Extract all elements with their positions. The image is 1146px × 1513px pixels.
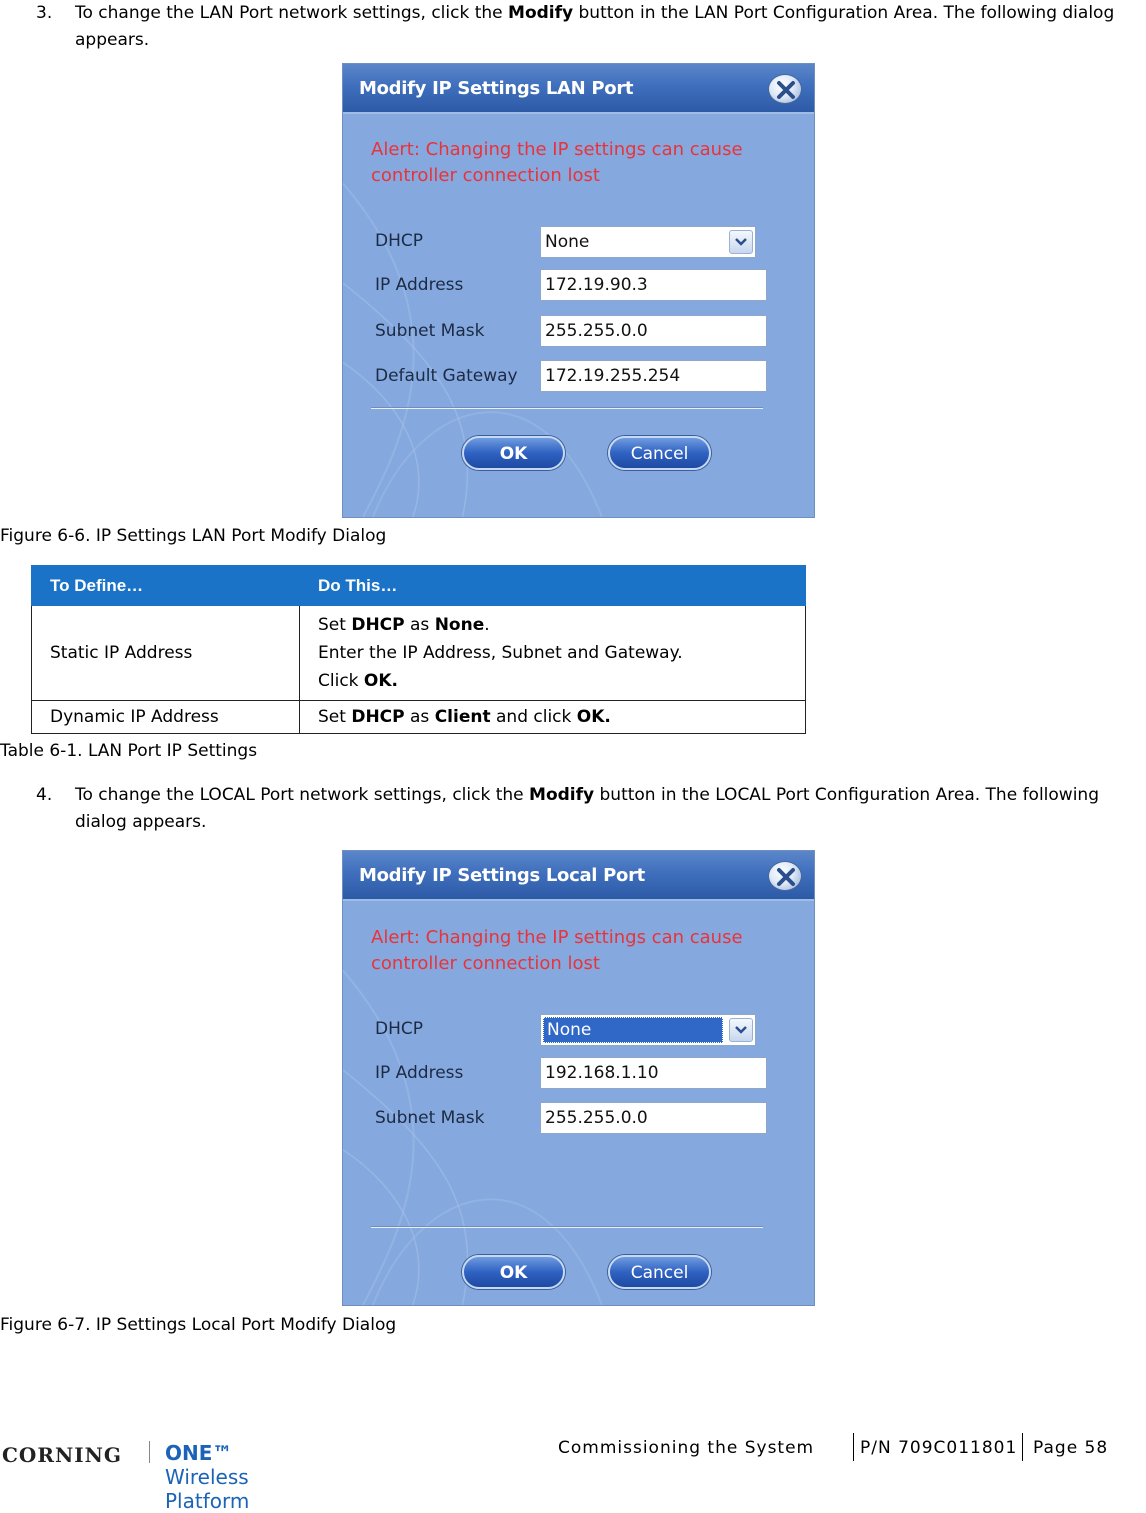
step-text: To change the LOCAL Port network settings, click the Modify button in the LOCAL Port Configuration Area. The following dialog appears.: [75, 785, 1099, 832]
table-caption: Table 6-1. LAN Port IP Settings: [0, 741, 258, 761]
divider: [371, 407, 763, 409]
dialog-title: Modify IP Settings LAN Port: [359, 78, 634, 99]
footer-divider: [853, 1433, 854, 1461]
table-header: Do This…: [300, 566, 806, 606]
footer-section: Commissioning the System: [558, 1438, 815, 1458]
figure-caption: Figure 6-7. IP Settings Local Port Modify Dialog: [0, 1315, 397, 1335]
cancel-button[interactable]: Cancel: [608, 436, 711, 470]
footer-part-number: P/N 709C011801: [860, 1438, 1018, 1458]
subnet-mask-field[interactable]: 255.255.0.0: [540, 315, 767, 347]
close-icon: [776, 867, 796, 887]
step-text: To change the LAN Port network settings, click the Modify button in the LAN Port Configuration Area. The following dialog appears.: [75, 3, 1115, 50]
default-gateway-label: Default Gateway: [375, 366, 518, 386]
alert-message: Alert: Changing the IP settings can cause controller connection lost: [371, 927, 743, 974]
dhcp-value: None: [543, 1017, 723, 1043]
table-cell: Set DHCP as None. Enter the IP Address, Subnet and Gateway. Click OK.: [300, 606, 806, 701]
table-cell: Dynamic IP Address: [32, 701, 300, 734]
figure-caption: Figure 6-6. IP Settings LAN Port Modify Dialog: [0, 526, 387, 546]
ip-address-label: IP Address: [375, 1063, 464, 1083]
table-header-row: [32, 566, 806, 606]
divider: [371, 1226, 763, 1228]
dialog-title-bar: [343, 851, 814, 901]
subnet-mask-field[interactable]: 255.255.0.0: [540, 1102, 767, 1134]
close-button[interactable]: [768, 861, 802, 891]
alert-message: Alert: Changing the IP settings can cause controller connection lost: [371, 139, 743, 186]
ok-button[interactable]: OK: [462, 1255, 565, 1289]
ip-address-field[interactable]: 192.168.1.10: [540, 1057, 767, 1089]
ip-address-field[interactable]: 172.19.90.3: [540, 269, 767, 301]
ip-address-label: IP Address: [375, 275, 464, 295]
step-number: 4.: [36, 785, 53, 805]
corning-logo: CORNING: [2, 1443, 122, 1467]
dhcp-value: None: [545, 232, 590, 252]
dialog-title-bar: [343, 64, 814, 114]
dhcp-select[interactable]: [540, 1014, 756, 1046]
footer-page-number: Page 58: [1033, 1438, 1109, 1458]
footer-divider: [1022, 1433, 1023, 1461]
chevron-down-icon[interactable]: [729, 230, 753, 254]
product-logo: ONE™ Wireless Platform: [165, 1441, 250, 1513]
dhcp-label: DHCP: [375, 1019, 423, 1039]
default-gateway-field[interactable]: 172.19.255.254: [540, 360, 767, 392]
cancel-button[interactable]: Cancel: [608, 1255, 711, 1289]
table-row: [32, 606, 806, 701]
close-button[interactable]: [768, 74, 802, 104]
table-header: To Define…: [32, 566, 300, 606]
subnet-mask-label: Subnet Mask: [375, 321, 485, 341]
logo-separator: [149, 1441, 150, 1463]
lan-port-settings-table: [31, 565, 806, 734]
table-cell: Static IP Address: [32, 606, 300, 701]
step-number: 3.: [36, 3, 53, 23]
chevron-down-icon[interactable]: [729, 1018, 753, 1042]
dialog-title: Modify IP Settings Local Port: [359, 865, 645, 886]
subnet-mask-label: Subnet Mask: [375, 1108, 485, 1128]
dhcp-label: DHCP: [375, 231, 423, 251]
local-port-dialog: [342, 850, 815, 1306]
table-row: [32, 701, 806, 734]
lan-port-dialog: [342, 63, 815, 518]
dhcp-select[interactable]: [540, 226, 756, 258]
table-cell: Set DHCP as Client and click OK.: [300, 701, 806, 734]
close-icon: [776, 80, 796, 100]
ok-button[interactable]: OK: [462, 436, 565, 470]
